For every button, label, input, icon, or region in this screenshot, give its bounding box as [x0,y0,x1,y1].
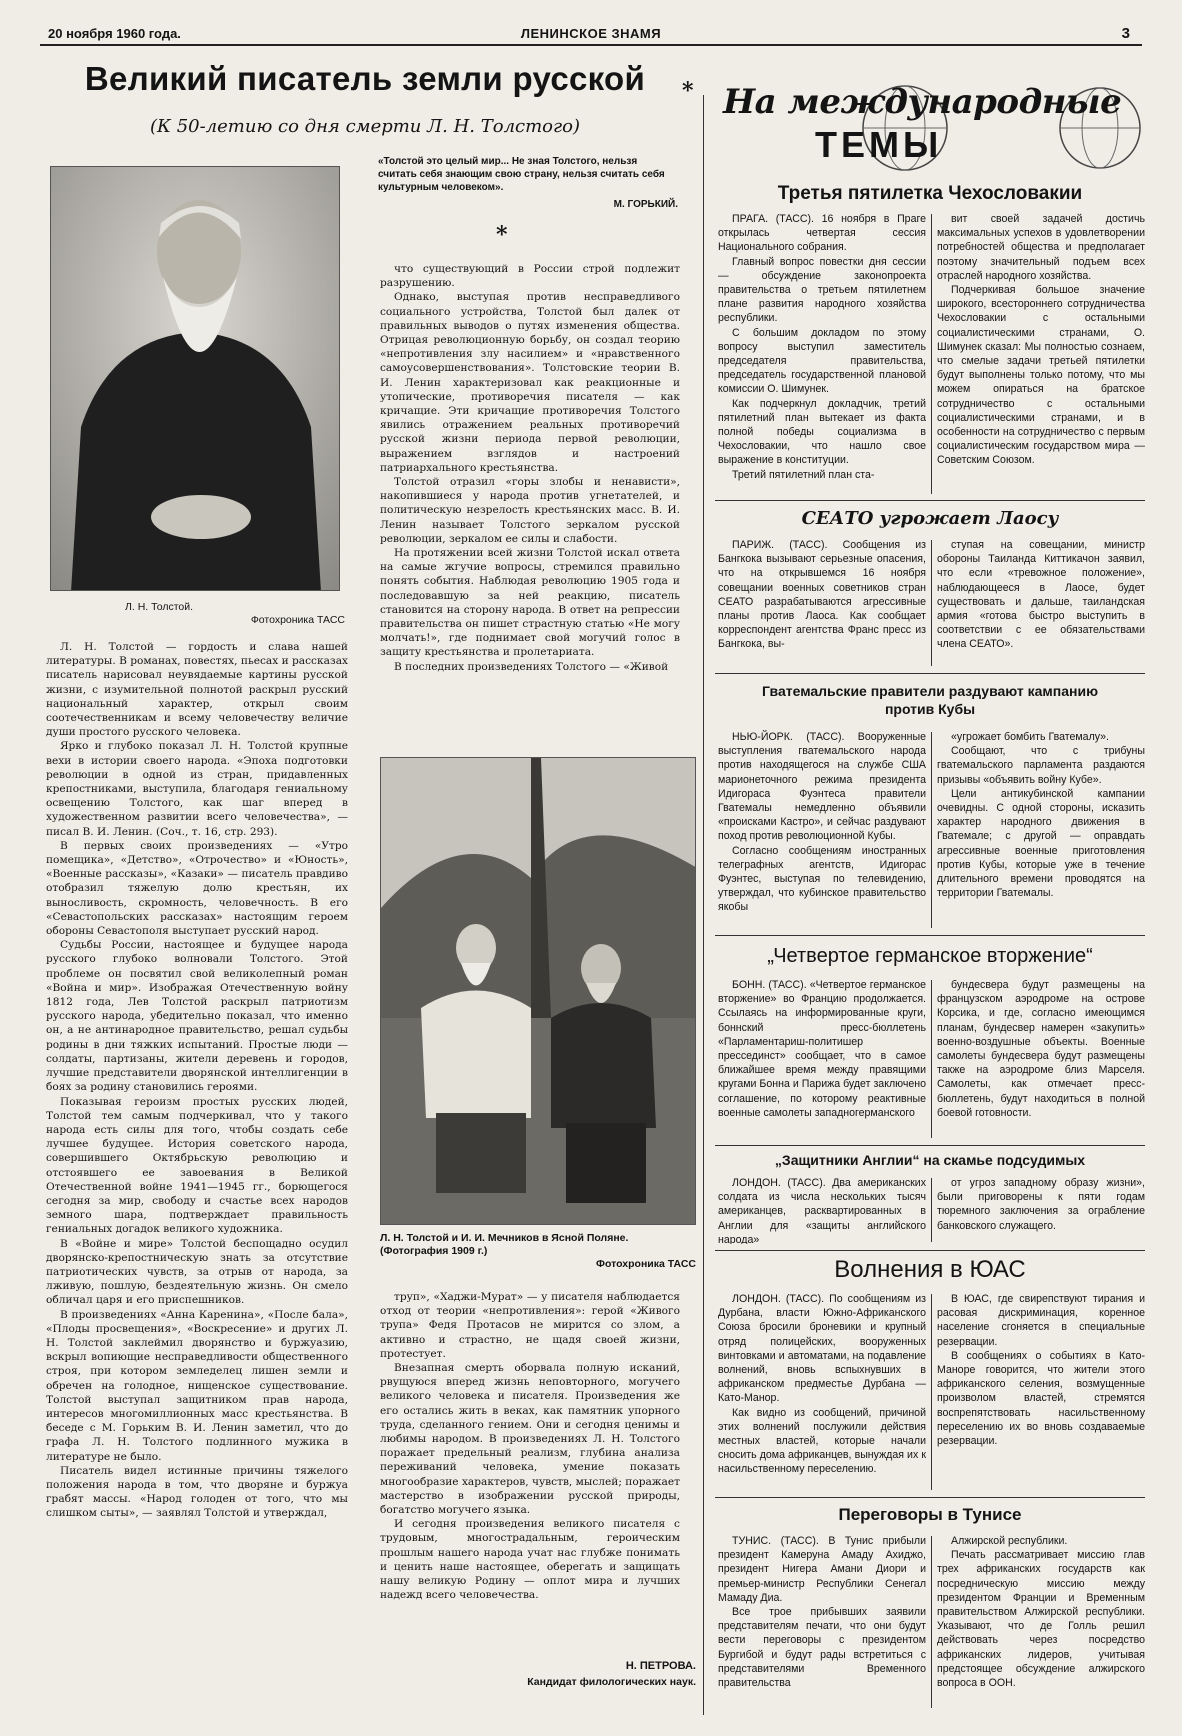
germany-column-left [718,978,926,1140]
sa-column-right [937,1292,1145,1492]
byline-author: Н. ПЕТРОВА. [625,1660,696,1672]
paragraph: В ЮАС, где свирепствуют тирания и расовая дискриминация, коренное население сгоняется в специальные резервации. [937,1293,1145,1348]
tolstoy-column-1 [46,640,348,1700]
paragraph: Сообщают, что с трибуны гватемальского парламента раздаются призывы «объявить войну Кубе». [937,745,1145,786]
article-divider [715,1145,1145,1146]
paragraph: БОНН. (ТАСС). «Четвертое германское вторжение» во Францию продолжается. Ссылаясь на информированные круги, боннский пресс-бюллетень «Парламентариш-политишер прессединст» сообщает, что в самое ближайшее время между правящими кругами Бонна и Парижа будет заключено соглашение, по которому реактивные военные самолеты западногерманского [718,979,926,1119]
byline-block [380,1660,696,1688]
tunis-article-title: Переговоры в Тунисе [838,1505,1022,1524]
paragraph: Главный вопрос повестки дня сессии — обсуждение законопроекта правительства о третьем пятилетнем плане развития народного хозяйства республики. [718,255,926,325]
germany-column-right [937,978,1145,1140]
photo2-caption-block [380,1232,696,1271]
paragraph: бундесвера будут размещены на французском аэродроме на острове Корсика, и где, согласно имеющимся планам, бундесвер намерен «закупить» военно-воздушные объекты. Военные самолеты бундесвера будут размещены также на аэродроме близ Марселя. Самолеты, как отмечает пресс-бюллетень, будут находиться в полной боевой готовности. [937,979,1145,1119]
gorky-epigraph [378,155,678,211]
guatemala-column-right [937,730,1145,930]
tunis-column-right [937,1534,1145,1710]
column-divider [931,540,932,666]
tolstoy-portrait-image [51,167,340,591]
paragraph: «угрожает бомбить Гватемалу». [951,731,1109,743]
column-divider [931,980,932,1138]
photo2-caption: Л. Н. Толстой и И. И. Мечников в Ясной Поляне. (Фотография 1909 г.) [380,1232,629,1257]
sa-column-left [718,1292,926,1492]
england-column-left [718,1176,926,1244]
byline-title: Кандидат филологических наук. [527,1676,696,1688]
article-divider [715,935,1145,936]
paragraph: Подчеркивая большое значение широкого, всестороннего сотрудничества Чехословакии с остальными социалистическими странами, О. Шимунек сказал: Мы полностью сознаем, что смелые задачи третьей пятилетки будут выполнены только потому, что мы можем опираться на братское сотрудничество с остальными социалистическими странами, и в особенности на сотрудничество с первым социалистическим государством мира — Советским Союзом. [937,284,1145,467]
banner-line-1: На международные [723,82,1122,122]
tolstoy-mechnikov-photo [380,757,696,1225]
czech-column-left [718,212,926,496]
paragraph: ПРАГА. (ТАСС). 16 ноября в Праге открылась четвертая сессия Национального собрания. [718,213,926,254]
paragraph: ЛОНДОН. (ТАСС). По сообщениям из Дурбана, власти Южно-Африканского Союза бросили броневики и крупный отряд полицейских, вооруженных винтовками и автоматами, на подавление волнений, вновь вспыхнувших в африканском предместье Дурбана — Като-Манор. [718,1293,926,1405]
paragraph: Цели антикубинской кампании очевидны. С одной стороны, исказить характер народного движения в Гватемале; с другой — оправдать агрессивные военные приготовления против Кубы, которые уже в течение длительного времени проводятся на территории Гватемалы. [937,787,1145,900]
germany-article-title: „Четвертое германское вторжение“ [767,945,1093,967]
paragraph: ПАРИЖ. (ТАСС). Сообщения из Бангкока вызывают серьезные опасения, что на открывшемся 16 ноября совещании военных советников стран СЕАТО разрабатываются агрессивные планы против Лаоса. Как сообщает корреспондент агентства Франс пресс из Бангкока, вы- [718,539,926,651]
tolstoy-mechnikov-image [381,758,696,1225]
epigraph-author: М. ГОРЬКИЙ. [613,199,678,210]
paragraph: Однако, выступая против несправедливого социального устройства, Толстой был далек от правильных выводов о путях изменения общества. Отрицая революционную борьбу, он создал теорию «непротивления злу насилием» и «нравственного самоусовершенствования». Толстовские теории В. И. Ленин характеризовал как реакционные и утопические, противоречия писателя — как кричащие. Эти кричащие противоречия Толстого явились отражением реальных противоречий русской жизни периода первой революции, выражением взглядов и настроений патриархального крестьянства. [380,291,680,474]
england-column-right [937,1176,1145,1244]
paragraph: НЬЮ-ЙОРК. (ТАСС). Вооруженные выступления гватемальского народа против находящегося на службе США марионеточного режима президента Идигораса Фуэнтеса правители Гватемалы немедленно объявили «происками Кастро», и сейчас раздувают поход против революционной Кубы. [718,731,926,843]
international-banner [715,80,1145,175]
paragraph: Третий пятилетний план ста- [732,468,875,481]
column-divider [931,1294,932,1490]
paragraph: В последних произведениях Толстого — «Живой [394,660,669,673]
paragraph: ЛОНДОН. (ТАСС). Два американских солдата из числа нескольких тысяч американцев, расквартированных в Англии для «защиты английского народа» [718,1177,926,1244]
masthead [40,24,1142,46]
paragraph: Показывая героизм простых русских людей, Толстой тем самым подчеркивал, что у такого народа есть силы для того, чтобы создать себе лучшее будущее. История советского народа, совершившего Октябрьскую революцию и отстоявшего ее завоевания в Великой Отечественной войне 1941—1945 гг., борющегося сегодня за мир, свободу и счастье всех народов земного шара, подтверждает правильность гениальных догадок великого художника. [46,1095,348,1236]
guatemala-article-title: Гватемальские правители раздувают кампанию против Кубы [761,683,1099,717]
section-divider [703,95,704,1715]
paragraph: В «Войне и мире» Толстой беспощадно осудил дворянско-крепостническую знать за отсутствие патриотических чувств, за отрыв от народа, за лживую, пошлую, бездеятельную жизнь. Он смело обличал царя и его приспешников. [46,1237,348,1307]
paragraph: что существующий в России строй подлежит разрушению. [380,263,680,290]
paragraph: Согласно сообщениям иностранных телеграфных агентств, Идигорас Фуэнтес, выступая по телевидению, утверждал, что кубинское правительство якобы [718,844,926,914]
paragraph: Печать рассматривает миссию глав трех африканских государств как посредническую миссию между президентом Франции и Временным правительством Алжирской республики. Указывают, что де Голль решил действовать через посредство африканских лидеров, учитывая предстоящее обсуждение алжирского вопроса в ООН. [937,1549,1145,1690]
paragraph: Л. Н. Толстой — гордость и слава нашей литературы. В романах, повестях, пьесах и рассказах писатель нарисовал неувядаемые картины русской жизни, с изумительной полнотой раскрыл русский национальный характер, открыл своим соотечественникам и всему человечеству величие души простого русского человека. [46,641,348,739]
column-divider [931,732,932,928]
column-divider [931,1178,932,1242]
page-number: 3 [1121,25,1130,42]
england-article-title: „Защитники Англии“ на скамье подсудимых [774,1152,1086,1168]
tunis-column-left [718,1534,926,1710]
paragraph: от угроз западному образу жизни», были приговорены к пяти годам тюремного заключения за ограбление банковского служащего. [937,1177,1145,1232]
paragraph: Как подчеркнул докладчик, третий пятилетний план вытекает из факта полной победы социализма в Чехословакии, что нашло свое выражение в конституции. [718,397,926,467]
article-divider [715,673,1145,674]
czech-column-right [937,212,1145,496]
paragraph: Все трое прибывших заявили представителям печати, что они будут вести переговоры с президентом Бургибой и будут рады встретиться с представителями Временного правительства [718,1606,926,1690]
sa-article-title: Волнения в ЮАС [834,1256,1026,1283]
paragraph: С большим докладом по этому вопросу выступил заместитель председателя правительства, председатель государственной плановой комиссии О. Шимунек. [718,326,926,396]
photo2-credit: Фотохроника ТАСС [596,1258,696,1270]
article-divider [715,500,1145,501]
paragraph: труп», «Хаджи-Мурат» — у писателя наблюдается отход от теории «непротивления»: герой «Живого трупа» Федя Протасов не мирится со злом, а активно и страстно, не щадя своей жизни, протестует. [380,1291,680,1360]
paragraph: На протяжении всей жизни Толстой искал ответа на самые жгучие вопросы, стремился правильно понять события. Наблюдая революцию 1905 года и последовавшую за ней реакцию, писатель становится на сторону народа. В ответ на репрессии правительства он пишет страстную статью «Не могу молчать!», где поднимает свой могучий голос в защиту крестьянства и пролетариата. [380,547,680,659]
photo1-caption: Л. Н. Толстой. [125,601,194,613]
article-divider [715,1497,1145,1498]
paragraph: Как видно из сообщений, причиной этих волнений послужили действия местных властей, которые начали сносить дома африканцев, вынуждая их к насильственному переселению. [718,1406,926,1476]
article-divider [715,1250,1145,1251]
tolstoy-column-2-bottom [380,1290,680,1660]
paragraph: В первых своих произведениях — «Утро помещика», «Детство», «Отрочество» и «Юность», «Военные рассказы», «Казаки» — писатель правдиво отобразил тяжелую долю крестьян, их выносливость, скромность, человечность. В его «Севастопольских рассказах» настоящим героем обороны Севастополя выступает русский народ. [46,839,348,938]
banner-line-2: ТЕМЫ [815,124,943,165]
czech-article-title: Третья пятилетка Чехословакии [777,183,1083,204]
paragraph: ступая на совещании, министр обороны Таиланда Киттикачон заявил, что если «тревожное положение», наблюдающееся в Лаосе, будет существовать и дальше, таиландская армия «готова быстро выступить в соответствии с ее обязательствами члена СЕАТО». [937,539,1145,651]
tolstoy-column-2-top [380,262,680,740]
paragraph: Судьбы России, настоящее и будущее народа русского глубоко волновали Толстого. Этой проблеме он посвятил свой великолепный роман «Война и мир». Изображая Отечественную войну 1812 года, Лев Толстой раскрыл патриотизм русского народа, убедительно показал, что именно он, а не антинародное правительство, решал судьбы родины в дни тяжких испытаний. Простые люди — солдаты, партизаны, жители деревень и городов, лучшие представители дворянской интеллигенции в боях за родину становились героями. [46,939,348,1094]
tolstoy-portrait-photo [50,166,340,591]
seato-column-left [718,538,926,668]
paragraph: Ярко и глубоко показал Л. Н. Толстой крупные вехи в истории своего народа. «Эпоха подготовки революции в одной из стран, придавленных крепостниками, выступила, благодаря гениальному освещению Толстого, как шаг вперед в художественном развитии всего человечества», — писал В. И. Ленин. (Соч., т. 16, стр. 293). [46,740,348,838]
paragraph: В произведениях «Анна Каренина», «После бала», «Плоды просвещения», «Воскресение» и других Л. Н. Толстой заклеймил дворянство и буржуазию, вскрыл вопиющие несправедливости общественного строя, при котором земледелец лишен земли и обречен на голодное, нищенское существование. Толстой выступал защитником прав народа, интересов многомиллионных масс крестьянства. В беседе с М. Горьким В. И. Ленин заметил, что до графа Л. Н. Толстого подлинного мужика в литературе не было. [46,1308,348,1463]
newspaper-name: ЛЕНИНСКОЕ ЗНАМЯ [520,26,662,41]
paragraph: Писатель видел истинные причины тяжелого положения народа в том, что дворяне и буржуа грабят массы. «Народ голоден от того, что мы слишком сыты», — заявлял Толстой и утверждал, [46,1464,348,1520]
seato-column-right [937,538,1145,668]
paragraph: вит своей задачей достичь максимальных успехов в удовлетворении потребностей общества и предполагает поэтому значительный подъем всех отраслей народного хозяйства. [937,213,1145,282]
column-divider [931,1536,932,1708]
tolstoy-article-title: Великий писатель земли русской [84,60,646,97]
paragraph: Внезапная смерть оборвала полную исканий, рвущуюся вперед жизнь неповторного, могучего великого человека и писателя. Произведения же его остались жить в веках, как памятник упорного труда, сделанного гением. Они и сегодня ценимы и любимы народом. В произведениях Л. Н. Толстого поражает предельный реализм, глубина анализа переживаний человека, умение показать многообразие характеров, чувств, мыслей; поражает мастерство в изображении русской природы, богатство могучего языка. [380,1362,680,1517]
paragraph: Толстой отразил «горы злобы и ненависти», накопившиеся у народа против угнетателей, и политическую незрелость крестьянских масс. В. И. Ленин называет Толстого зеркалом русской революции, зеркалом ее силы и слабости. [380,476,680,545]
guatemala-column-left [718,730,926,930]
asterisk-ornament-icon: * [496,222,508,248]
photo1-credit: Фотохроника ТАСС [250,614,345,626]
paragraph: В сообщениях о событиях в Като-Маноре говорится, что жители этого африканского селения, возмущенные произволом властей, стремятся воспрепятствовать насильственному переселению их во вновь создаваемые резервации. [937,1349,1145,1448]
column-divider [931,214,932,494]
photo1-caption-block [125,601,345,627]
paragraph: ТУНИС. (ТАСС). В Тунис прибыли президент Камеруна Амаду Ахиджо, президент Нигера Амани Диори и премьер-министр Республики Сенегал Мамаду Диа. [718,1535,926,1604]
paragraph: И сегодня произведения великого писателя с трудовым, многострадальным, героическим прошлым нашего народа учат нас глубже понимать и ценить наше настоящее, оберегать и защищать нашу великую Родину — оплот мира и лучших надежд всего человечества. [380,1518,680,1602]
paragraph: Алжирской республики. [951,1535,1068,1547]
epigraph-text: «Толстой это целый мир... Не зная Толстого, нельзя считать себя знающим свою страну, нельзя считать себя культурным человеком». [378,156,665,193]
seato-article-title: СЕАТО угрожает Лаосу [801,508,1059,529]
tolstoy-article-subtitle: (К 50-летию со дня смерти Л. Н. Толстого) [150,116,580,137]
asterisk-ornament-icon: * [682,78,694,104]
issue-date: 20 ноября 1960 года. [48,26,181,41]
